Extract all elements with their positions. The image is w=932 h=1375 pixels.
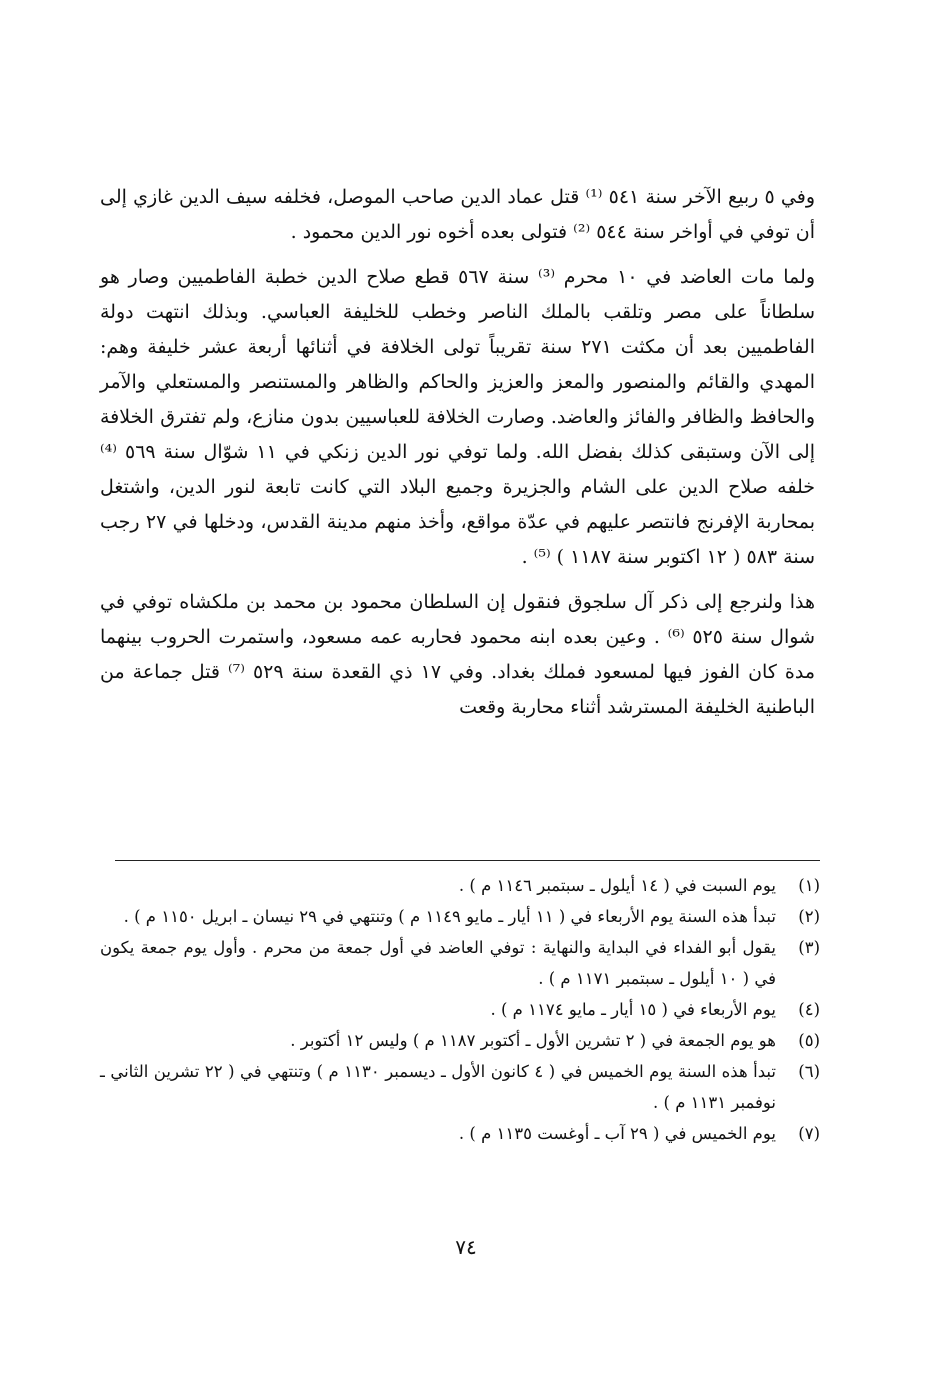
footnote xyxy=(100,932,820,994)
footnote-text: يوم الخميس في ( ٢٩ آب ـ أوغست ١١٣٥ م ) . xyxy=(458,1124,776,1143)
footnotes xyxy=(100,870,820,1149)
paragraph: هذا ولنرجع إلى ذكر آل سلجوق فنقول إن السلطان محمود بن محمد بن ملكشاه توفي في شوال سنة ٥٢٥ ⁽⁶⁾ . وعين بعده ابنه محمود فحاربه عمه مسعود، واستمرت الحروب بينهما مدة كان الفوز فيها لمسعود فملك بغداد. وفي ١٧ ذي القعدة سنة ٥٢٩ ⁽⁷⁾ قتل جماعة من الباطنية الخليفة المسترشد أثناء محاربة وقعت xyxy=(100,591,815,718)
footnote-number: (٤) xyxy=(798,1000,820,1019)
footnote xyxy=(100,870,820,901)
footnote-number: (٥) xyxy=(798,1031,820,1050)
footnote-number: (٦) xyxy=(798,1062,820,1081)
footnote-text: يوم السبت في ( ١٤ أيلول ـ سبتمبر ١١٤٦ م ) . xyxy=(458,876,776,895)
footnote-number: (٢) xyxy=(798,907,820,926)
footnote-text: هو يوم الجمعة في ( ٢ تشرين الأول ـ أكتوبر ١١٨٧ م ) وليس ١٢ أكتوبر . xyxy=(290,1031,776,1050)
footnote-text: تبدأ هذه السنة يوم الأربعاء في ( ١١ أيار ـ مايو ١١٤٩ م ) وتنتهي في ٢٩ نيسان ـ ابريل ١١٥٠ م ) . xyxy=(123,907,776,926)
footnote xyxy=(100,994,820,1025)
footnote-text: يوم الأربعاء في ( ١٥ أيار ـ مايو ١١٧٤ م ) . xyxy=(490,1000,776,1019)
footnote-number: (١) xyxy=(798,876,820,895)
footnote-divider xyxy=(115,860,820,861)
main-text xyxy=(100,180,815,725)
footnote-number: (٣) xyxy=(798,938,820,957)
footnote-text: تبدأ هذه السنة يوم الخميس في ( ٤ كانون الأول ـ ديسمبر ١١٣٠ م ) وتنتهي في ( ٢٢ تشرين الثاني ـ نوفمبر ١١٣١ م ) . xyxy=(100,1062,776,1112)
footnote xyxy=(100,901,820,932)
paragraph: وفي ٥ ربيع الآخر سنة ٥٤١ ⁽¹⁾ قتل عماد الدين صاحب الموصل، فخلفه سيف الدين غازي إلى أن توفي في أواخر سنة ٥٤٤ ⁽²⁾ فتولى بعده أخوه نور الدين محمود . xyxy=(100,186,815,243)
paragraph: ولما مات العاضد في ١٠ محرم ⁽³⁾ سنة ٥٦٧ قطع صلاح الدين خطبة الفاطميين وصار هو سلطاناً على مصر وتلقب بالملك الناصر وخطب للخليفة العباسي. وبذلك انتهت دولة الفاطميين بعد أن مكثت ٢٧١ سنة تقريباً تولى الخلافة في أثنائها أربعة عشر خليفة وهم: المهدي والقائم والمنصور والمعز والعزيز والحاكم والظاهر والمستنصر والمستعلي والآمر والحافظ والظافر والفائز والعاضد. وصارت الخلافة للعباسيين بدون منازع، ولم تفترق الخلافة إلى الآن وستبقى كذلك بفضل الله. ولما توفي نور الدين زنكي في ١١ شوّال سنة ٥٦٩ ⁽⁴⁾ خلفه صلاح الدين على الشام والجزيرة وجميع البلاد التي كانت تابعة لنور الدين، واشتغل بمحاربة الإفرنج فانتصر عليهم في عدّة مواقع، وأخذ منهم مدينة القدس، ودخلها في ٢٧ رجب سنة ٥٨٣ ( ١٢ اكتوبر سنة ١١٨٧ ) ⁽⁵⁾ . xyxy=(100,266,816,568)
footnote-text: يقول أبو الفداء في البداية والنهاية : توفي العاضد في أول جمعة من محرم . وأول يوم جمعة يكون في ( ١٠ أيلول ـ سبتمبر ١١٧١ م ) . xyxy=(100,938,776,988)
page-number: ٧٤ xyxy=(455,1235,477,1259)
footnote-number: (٧) xyxy=(798,1124,820,1143)
footnote xyxy=(100,1025,820,1056)
footnote xyxy=(100,1056,820,1118)
footnote xyxy=(100,1118,820,1149)
